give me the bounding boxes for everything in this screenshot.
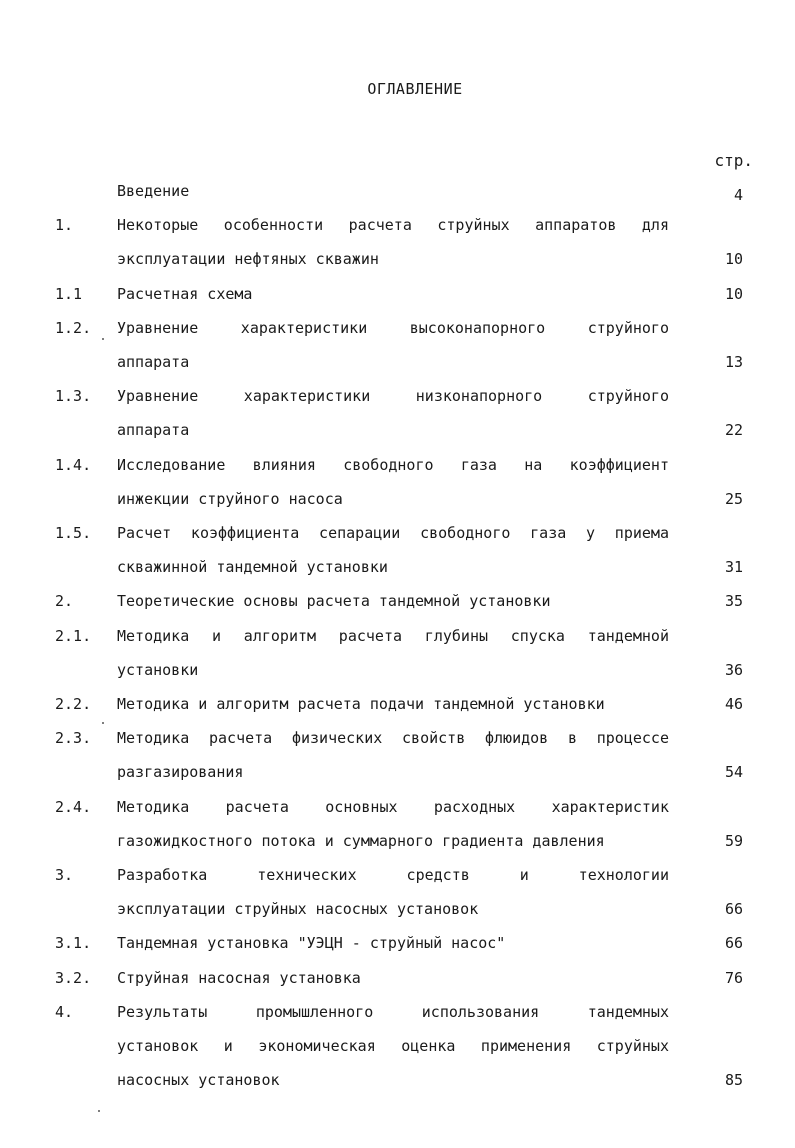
scan-speck	[102, 338, 104, 340]
page-title: ОГЛАВЛЕНИЕ	[367, 80, 463, 98]
toc-entry-title: Исследование влияния свободного газа на коэффициент	[117, 455, 669, 474]
toc-line	[0, 1035, 795, 1057]
toc-entry-title: Методика и алгоритм расчета подачи тандемной установки	[117, 695, 605, 713]
toc-page-number: 66	[724, 934, 743, 953]
toc-entry-title: Методика расчета физических свойств флюидов в процессе	[117, 729, 669, 748]
toc-page-number: 59	[724, 831, 743, 850]
toc-entry-title: Введение	[117, 182, 190, 200]
toc-line	[0, 419, 795, 441]
toc-page-number: 13	[724, 353, 743, 371]
toc-page-number: 46	[724, 695, 743, 713]
toc-entry-number: 1.	[55, 216, 74, 235]
toc-entry-title: аппарата	[117, 353, 190, 371]
toc-line	[0, 967, 795, 989]
toc-entry-number: 4.	[55, 1002, 74, 1021]
toc-entry-title: Расчет коэффициента сепарации свободного газа у приема	[117, 524, 669, 542]
toc-entry-title: разгазирования	[117, 763, 244, 782]
toc-line	[0, 522, 795, 544]
toc-line	[0, 693, 795, 715]
toc-entry-title: инжекции струйного насоса	[117, 489, 343, 508]
toc-line	[0, 796, 795, 818]
toc-entry-title: аппарата	[117, 421, 190, 440]
toc-line	[0, 761, 795, 783]
toc-entry-number: 3.	[55, 866, 74, 884]
toc-page-number: 10	[724, 250, 743, 269]
toc-entry-number: 2.	[55, 592, 74, 611]
toc-page-number: 54	[724, 763, 743, 782]
toc-page-number: 10	[724, 284, 743, 303]
toc-line	[0, 1069, 795, 1091]
toc-entry-number: 1.3.	[55, 387, 92, 406]
toc-entry-title: Тандемная установка "УЭЦН - струйный насос"	[117, 934, 506, 953]
toc-page-number: 85	[724, 1071, 743, 1090]
toc-line	[0, 248, 795, 270]
toc-page-number: 31	[724, 558, 743, 577]
toc-line	[0, 727, 795, 749]
toc-page-number: 35	[724, 592, 743, 611]
toc-line	[0, 351, 795, 373]
toc-entry-title: эксплуатации нефтяных скважин	[117, 250, 379, 269]
toc-entry-title: Уравнение характеристики высоконапорного струйного	[117, 318, 669, 337]
toc-page-number: 66	[724, 900, 743, 919]
toc-line	[0, 488, 795, 510]
toc-line	[0, 830, 795, 852]
toc-line	[0, 864, 795, 886]
toc-page-number: 25	[724, 489, 743, 508]
toc-entry-number: 2.2.	[55, 695, 92, 713]
toc-line	[0, 659, 795, 681]
toc-line	[0, 385, 795, 407]
toc-entry-title: установки	[117, 660, 199, 679]
toc-line	[0, 317, 795, 339]
toc-line	[0, 454, 795, 476]
toc-line	[0, 283, 795, 305]
toc-entry-title: Методика и алгоритм расчета глубины спуска тандемной	[117, 626, 669, 645]
toc-entry-title: скважинной тандемной установки	[117, 558, 388, 577]
toc-entry-number: 1.2.	[55, 318, 92, 337]
toc-entry-number: 3.1.	[55, 934, 92, 953]
toc-entry-number: 2.4.	[55, 797, 92, 816]
toc-entry-title: газожидкостного потока и суммарного градиента давления	[117, 831, 605, 850]
toc-entry-title: насосных установок	[117, 1071, 280, 1090]
toc-line	[0, 214, 795, 236]
toc-line	[0, 180, 795, 202]
page-column-label: стр.	[714, 151, 753, 170]
toc-entry-title: Теоретические основы расчета тандемной установки	[117, 592, 551, 611]
toc-entry-number: 2.1.	[55, 626, 92, 645]
toc-page-number: 22	[724, 421, 743, 440]
toc-entry-number: 2.3.	[55, 729, 92, 748]
toc-entry-title: Методика расчета основных расходных характеристик	[117, 797, 669, 816]
toc-line	[0, 898, 795, 920]
toc-entry-title: Уравнение характеристики низконапорного струйного	[117, 387, 669, 406]
toc-page-number: 76	[724, 968, 743, 987]
toc-entry-title: эксплуатации струйных насосных установок	[117, 900, 479, 919]
scan-speck	[102, 722, 104, 724]
toc-entry-title: Некоторые особенности расчета струйных аппаратов для	[117, 216, 669, 235]
toc-page-number: 36	[724, 660, 743, 679]
toc-line	[0, 932, 795, 954]
toc-line	[0, 1001, 795, 1023]
toc-entry-title: Результаты промышленного использования тандемных	[117, 1002, 669, 1021]
toc-line	[0, 556, 795, 578]
toc-line	[0, 590, 795, 612]
toc-entry-title: Расчетная схема	[117, 284, 253, 303]
toc-entry-number: 1.1	[55, 284, 83, 303]
toc-entry-number: 1.5.	[55, 524, 92, 542]
toc-entry-title: установок и экономическая оценка применения струйных	[117, 1037, 669, 1055]
toc-entry-title: Струйная насосная установка	[117, 968, 361, 987]
scan-speck	[98, 1110, 100, 1112]
toc-line	[0, 625, 795, 647]
toc-entry-title: Разработка технических средств и технологии	[117, 866, 669, 884]
toc-entry-number: 3.2.	[55, 968, 92, 987]
toc-entry-number: 1.4.	[55, 455, 92, 474]
toc-page-number: 4	[733, 186, 743, 204]
